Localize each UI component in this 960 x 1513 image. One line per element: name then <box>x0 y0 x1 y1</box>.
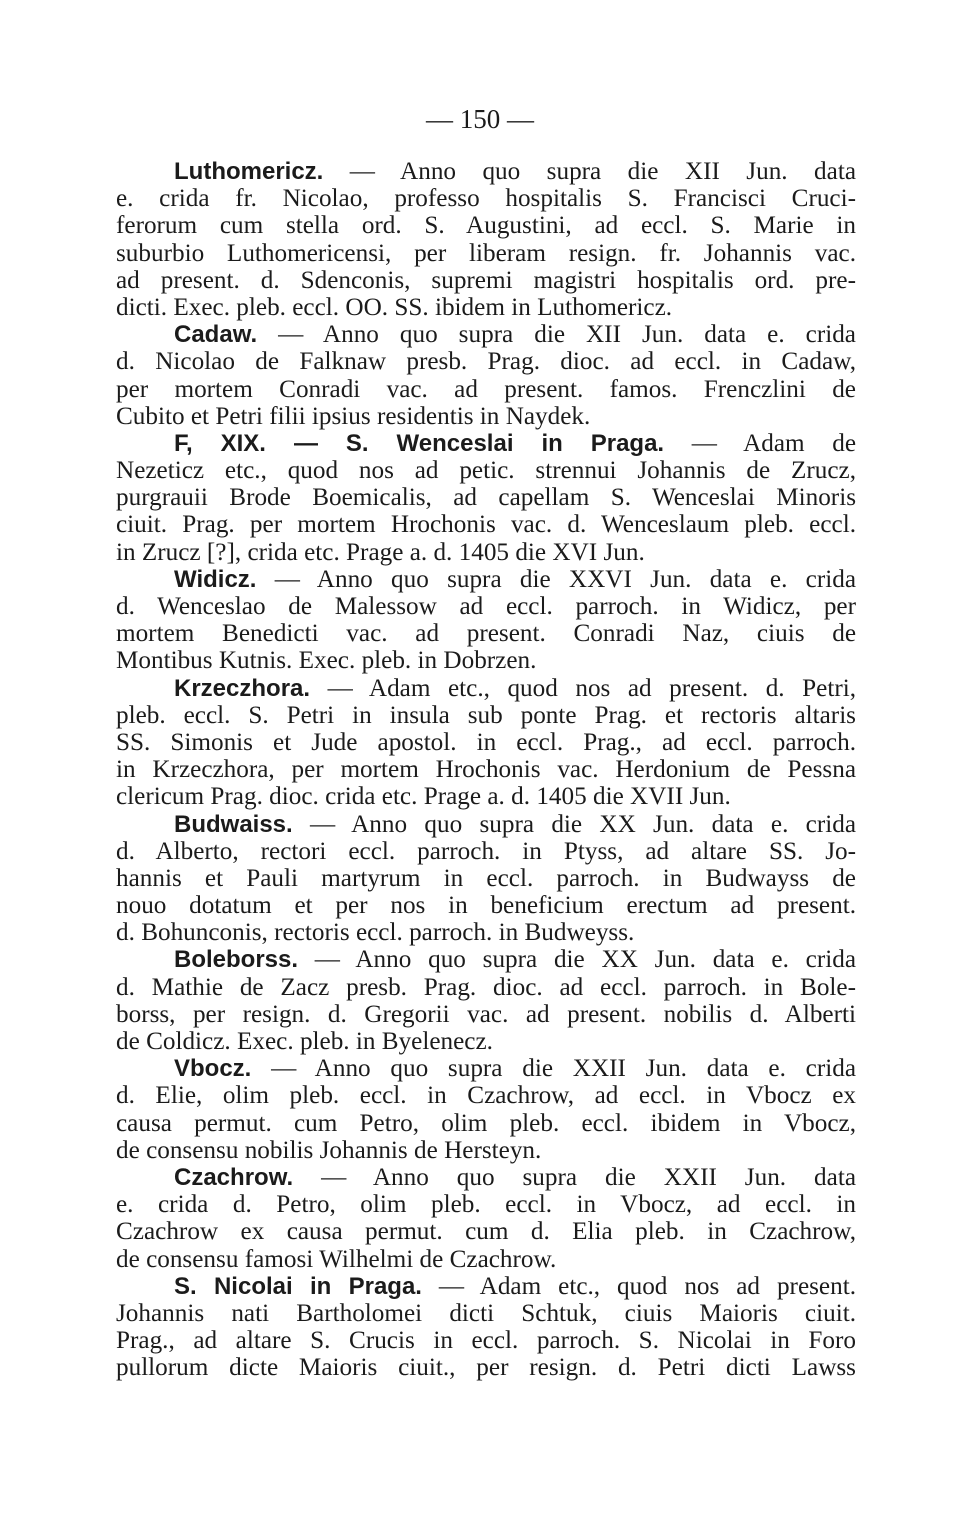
text-line <box>116 321 856 348</box>
text-line <box>116 185 856 212</box>
line-text: — Anno quo supra die XII Jun. data e. crida <box>278 321 856 349</box>
text-line <box>116 1110 856 1137</box>
text-line <box>116 376 856 403</box>
line-text: ferorum cum stella ord. S. Augustini, ad eccl. S. Marie in <box>116 212 856 240</box>
line-text: d. Nicolao de Falknaw presb. Prag. dioc. ad eccl. in Cadaw, <box>116 348 856 376</box>
text-line <box>116 892 856 919</box>
text-line <box>116 1028 856 1055</box>
line-text: clericum Prag. dioc. crida etc. Prage a. d. 1405 die XVII Jun. <box>116 783 731 811</box>
entry-heading: Krzeczhora. <box>174 674 311 702</box>
line-text: hannis et Pauli martyrum in eccl. parroch. in Budwayss de <box>116 864 856 892</box>
line-text: d. Alberto, rectori eccl. parroch. in Ptyss, ad altare SS. Jo- <box>116 837 856 865</box>
text-line <box>116 566 856 593</box>
line-text: borss, per resign. d. Gregorii vac. ad present. nobilis d. Alberti <box>116 1000 856 1028</box>
text-line <box>116 158 856 185</box>
text-line <box>116 1082 856 1109</box>
page-body <box>116 158 856 1381</box>
line-text: de consensu nobilis Johannis de Hersteyn. <box>116 1136 542 1164</box>
line-text: e. crida fr. Nicolao, professo hospitalis S. Francisci Cruci- <box>116 185 856 213</box>
line-text: Johannis nati Bartholomei dicti Schtuk, ciuis Maioris ciuit. <box>116 1299 856 1327</box>
line-text: — Anno quo supra die XXVI Jun. data e. crida <box>274 565 856 593</box>
text-line <box>116 484 856 511</box>
text-line <box>116 1327 856 1354</box>
text-line <box>116 919 856 946</box>
line-text: Prag., ad altare S. Crucis in eccl. parroch. S. Nicolai in Foro <box>116 1327 856 1355</box>
text-line <box>116 1001 856 1028</box>
line-text: pleb. eccl. S. Petri in insula sub ponte Prag. et rectoris altaris <box>116 701 856 729</box>
line-text: d. Bohunconis, rectoris eccl. parroch. in Budweyss. <box>116 919 635 947</box>
line-text: SS. Simonis et Jude apostol. in eccl. Prag., ad eccl. parroch. <box>116 728 856 756</box>
entry-heading: S. Nicolai in Praga. <box>174 1272 422 1300</box>
text-line <box>116 1164 856 1191</box>
page-number: — 150 — <box>426 104 534 134</box>
line-text: causa permut. cum Petro, olim pleb. eccl. ibidem in Vbocz, <box>116 1109 856 1137</box>
text-line <box>116 756 856 783</box>
entry-heading: F, XIX. — S. Wenceslai in Praga. <box>174 429 665 457</box>
text-line <box>116 1137 856 1164</box>
text-line <box>116 647 856 674</box>
line-text: — Anno quo supra die XXII Jun. data e. crida <box>271 1055 856 1083</box>
line-text: dicti. Exec. pleb. eccl. OO. SS. ibidem in Luthomericz. <box>116 293 673 321</box>
line-text: de consensu famosi Wilhelmi de Czachrow. <box>116 1245 557 1273</box>
text-line <box>116 729 856 756</box>
text-line <box>116 539 856 566</box>
entry-heading: Vbocz. <box>174 1055 252 1083</box>
text-line <box>116 1218 856 1245</box>
line-text: in Krzeczhora, per mortem Hrochonis vac. Herdonium de Pessna <box>116 756 856 784</box>
line-text: — Anno quo supra die XXII Jun. data <box>321 1163 856 1191</box>
entry-heading: Luthomericz. <box>174 158 324 185</box>
text-line <box>116 1055 856 1082</box>
line-text: — Anno quo supra die XX Jun. data e. crida <box>314 946 856 974</box>
text-line <box>116 865 856 892</box>
line-text: Montibus Kutnis. Exec. pleb. in Dobrzen. <box>116 647 537 675</box>
text-line <box>116 1354 856 1381</box>
entry-heading: Budwaiss. <box>174 810 293 838</box>
line-text: de Coldicz. Exec. pleb. in Byelenecz. <box>116 1028 493 1055</box>
text-line <box>116 430 856 457</box>
text-line <box>116 702 856 729</box>
line-text: suburbio Luthomericensi, per liberam resign. fr. Johannis vac. <box>116 239 856 267</box>
line-text: — Anno quo supra die XX Jun. data e. crida <box>310 810 857 838</box>
text-line <box>116 403 856 430</box>
line-text: nouo dotatum et per nos in beneficium erectum ad present. <box>116 892 856 920</box>
text-line <box>116 511 856 538</box>
text-line <box>116 348 856 375</box>
text-line <box>116 267 856 294</box>
line-text: — Adam de <box>691 429 857 457</box>
line-text: ad present. d. Sdenconis, supremi magistri hospitalis ord. pre- <box>116 266 856 294</box>
line-text: ciuit. Prag. per mortem Hrochonis vac. d. Wenceslaum pleb. eccl. <box>116 511 856 539</box>
line-text: Cubito et Petri filii ipsius residentis in Naydek. <box>116 402 591 430</box>
line-text: purgrauii Brode Boemicalis, ad capellam S. Wenceslai Minoris <box>116 484 856 512</box>
line-text: d. Wenceslao de Malessow ad eccl. parroch. in Widicz, per <box>116 593 856 620</box>
text-line <box>116 212 856 239</box>
text-line <box>116 1191 856 1218</box>
text-line <box>116 593 856 620</box>
line-text: Nezeticz etc., quod nos ad petic. strennui Johannis de Zrucz, <box>116 457 856 485</box>
text-line <box>116 1273 856 1300</box>
line-text: e. crida d. Petro, olim pleb. eccl. in Vbocz, ad eccl. in <box>116 1191 856 1219</box>
text-line <box>116 1246 856 1273</box>
line-text: per mortem Conradi vac. ad present. famos. Frenczlini de <box>116 375 856 403</box>
line-text: d. Mathie de Zacz presb. Prag. dioc. ad eccl. parroch. in Bole- <box>116 973 856 1001</box>
text-line <box>116 946 856 973</box>
entry-heading: Czachrow. <box>174 1163 294 1191</box>
text-line <box>116 838 856 865</box>
text-line <box>116 1300 856 1327</box>
text-line <box>116 974 856 1001</box>
line-text: — Adam etc., quod nos ad present. <box>438 1272 856 1300</box>
entry-heading: Cadaw. <box>174 321 258 349</box>
text-line <box>116 294 856 321</box>
text-line <box>116 675 856 702</box>
text-line <box>116 783 856 810</box>
text-line <box>116 811 856 838</box>
entry-heading: Widicz. <box>174 565 257 593</box>
line-text: pullorum dicte Maioris ciuit., per resign. d. Petri dicti Lawss <box>116 1354 856 1382</box>
line-text: Czachrow ex causa permut. cum d. Elia pleb. in Czachrow, <box>116 1218 856 1246</box>
line-text: — Anno quo supra die XII Jun. data <box>349 158 856 185</box>
line-text: mortem Benedicti vac. ad present. Conradi Naz, ciuis de <box>116 620 856 648</box>
line-text: d. Elie, olim pleb. eccl. in Czachrow, ad eccl. in Vbocz ex <box>116 1082 856 1110</box>
text-line <box>116 457 856 484</box>
line-text: in Zrucz [?], crida etc. Prage a. d. 1405 die XVI Jun. <box>116 538 645 566</box>
entry-heading: Boleborss. <box>174 946 299 974</box>
line-text: — Adam etc., quod nos ad present. d. Petri, <box>327 674 857 702</box>
text-line <box>116 240 856 267</box>
text-line <box>116 620 856 647</box>
